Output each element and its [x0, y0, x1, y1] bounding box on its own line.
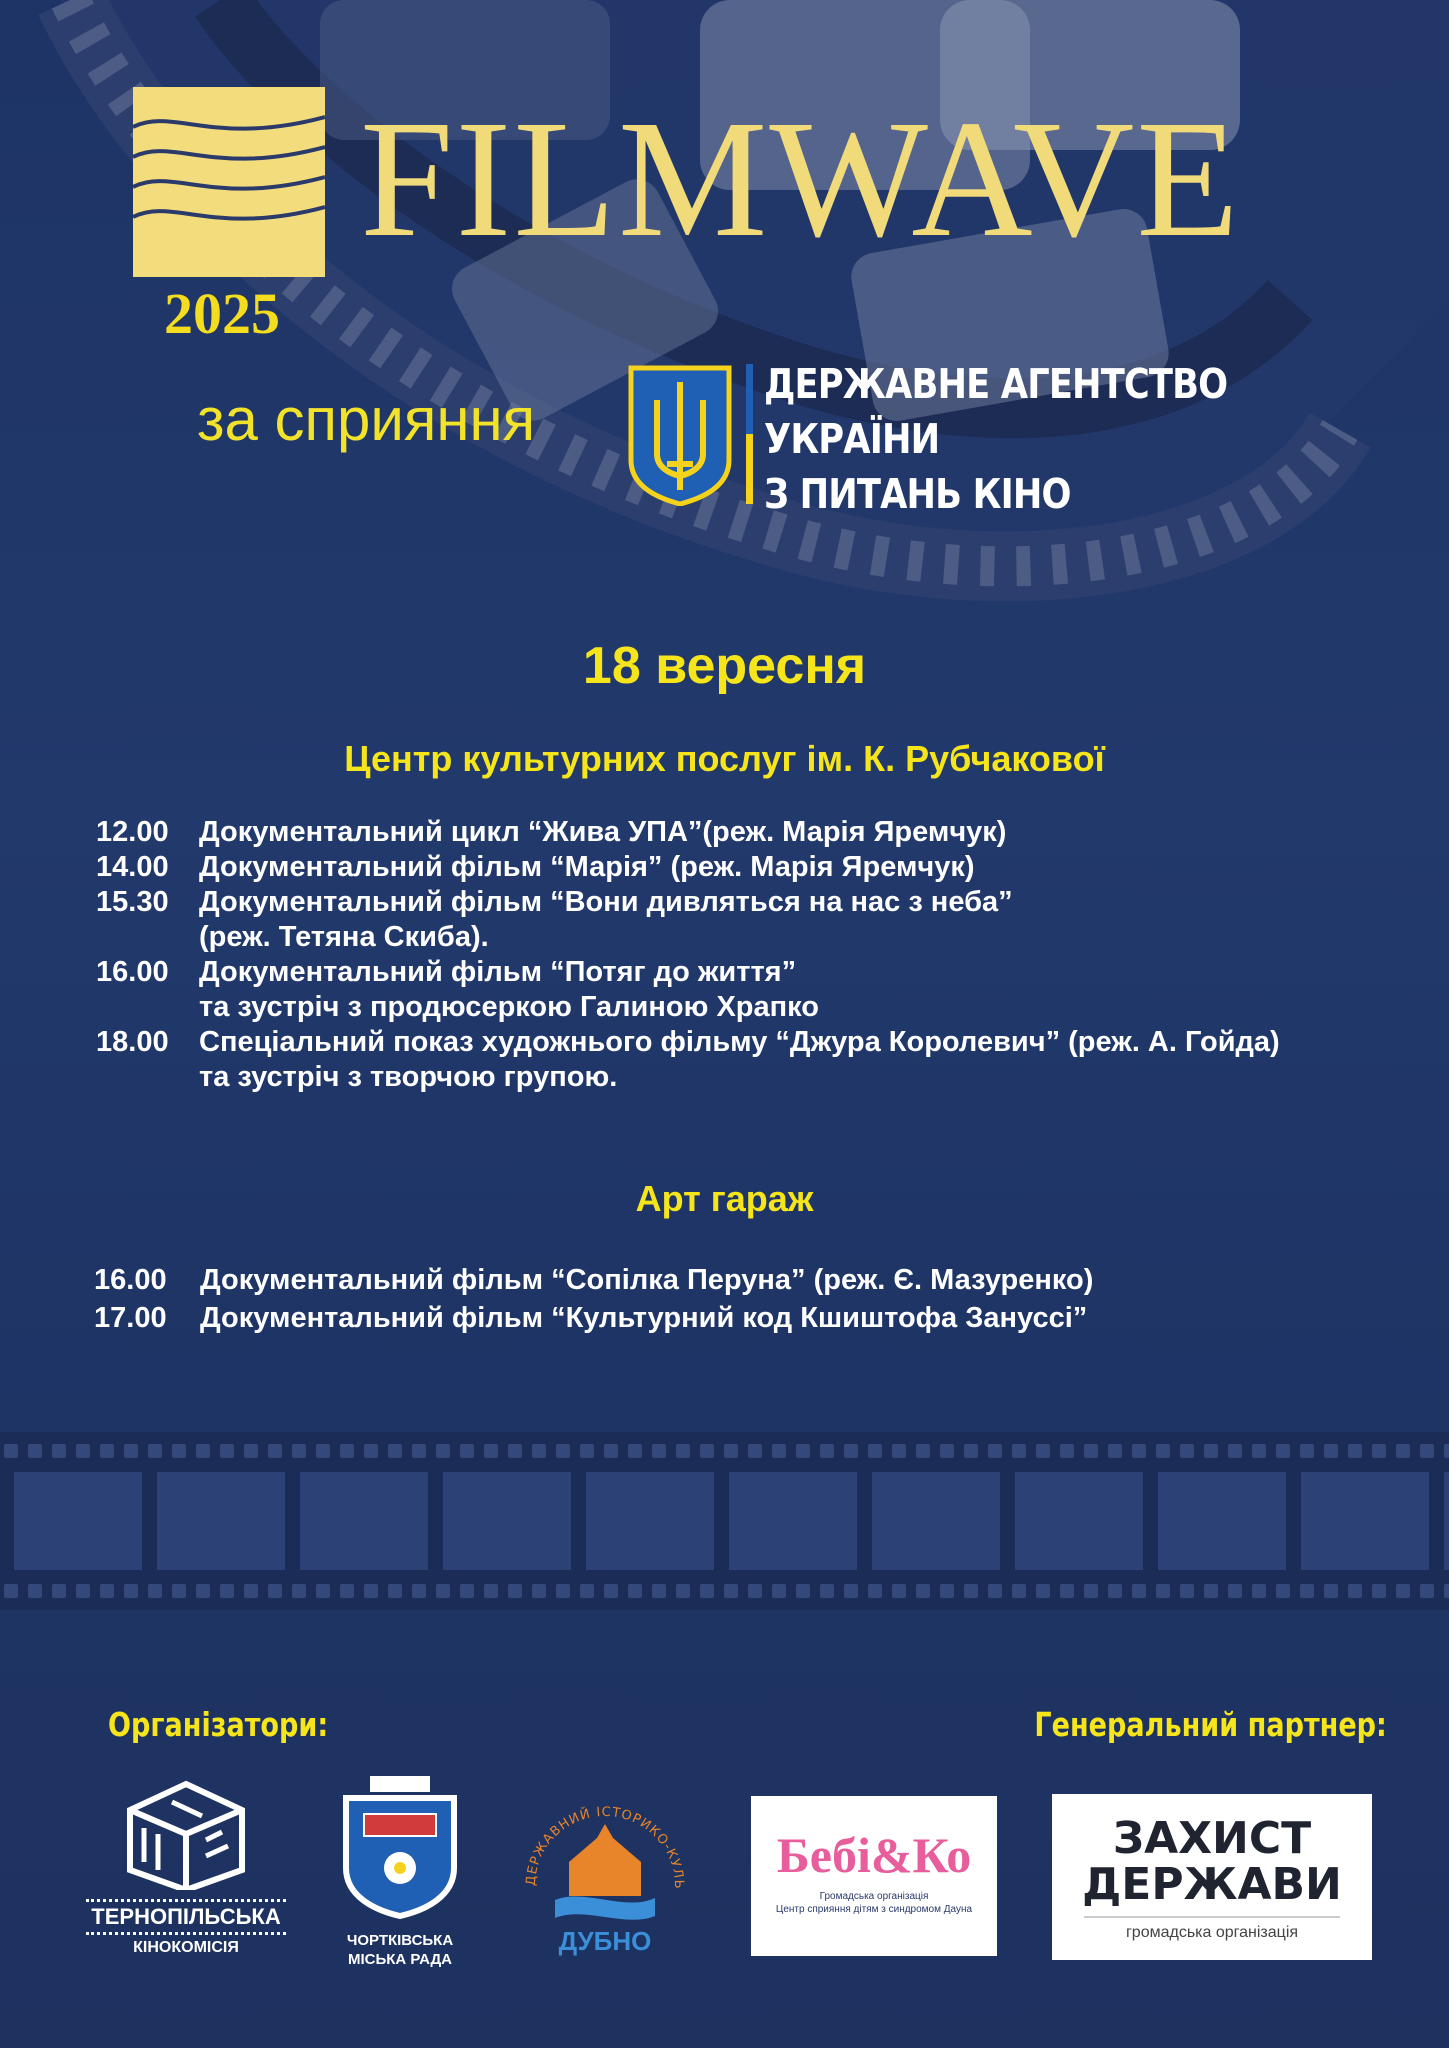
film-perforation	[964, 1584, 978, 1598]
event-date: 18 вересня	[582, 637, 867, 695]
film-perforation	[1300, 1584, 1314, 1598]
venue-title-1: Центр культурних послуг ім. К. Рубчакової	[344, 738, 1105, 779]
film-perforation	[1228, 1444, 1242, 1458]
film-perforation	[316, 1444, 330, 1458]
film-frame	[14, 1472, 142, 1570]
film-perforation	[724, 1584, 738, 1598]
film-perforation	[364, 1584, 378, 1598]
film-perforation	[172, 1444, 186, 1458]
film-perforation	[100, 1444, 114, 1458]
film-perforation	[1444, 1584, 1449, 1598]
event-time: 18.00	[96, 1026, 169, 1058]
partner-label: Генеральний партнер:	[1034, 1705, 1387, 1744]
film-perforation	[196, 1584, 210, 1598]
film-perforation	[1156, 1584, 1170, 1598]
film-perforation	[316, 1584, 330, 1598]
agency-line-1: ДЕРЖАВНЕ АГЕНТСТВО	[764, 360, 1228, 408]
film-strip-decoration	[0, 1432, 1449, 1610]
film-perforation	[1348, 1584, 1362, 1598]
film-perforation	[796, 1584, 810, 1598]
film-perforation	[748, 1584, 762, 1598]
film-frame	[443, 1472, 571, 1570]
film-perforation	[580, 1584, 594, 1598]
film-frame	[872, 1472, 1000, 1570]
film-perforation	[460, 1584, 474, 1598]
film-perforation	[1252, 1584, 1266, 1598]
film-perforation	[700, 1444, 714, 1458]
filmwave-logo-mark	[133, 87, 325, 277]
film-perforation	[1420, 1444, 1434, 1458]
event-title: Документальний фільм “Марія” (реж. Марія Яремчук)	[199, 851, 975, 883]
film-perforation	[124, 1584, 138, 1598]
agency-name	[764, 357, 1227, 522]
event-title-cont: (реж. Тетяна Скиба).	[199, 921, 489, 953]
film-perforation	[772, 1584, 786, 1598]
film-perforation	[436, 1584, 450, 1598]
film-perforation	[1276, 1444, 1290, 1458]
film-perforation	[700, 1584, 714, 1598]
film-perforation	[532, 1444, 546, 1458]
partner-sub: громадська організація	[1084, 1916, 1340, 1942]
ternopil-film-commission-logo	[86, 1780, 286, 1960]
film-perforation	[148, 1584, 162, 1598]
agency-divider	[746, 364, 753, 504]
film-perforation	[76, 1584, 90, 1598]
film-perforation	[4, 1444, 18, 1458]
film-perforation	[892, 1444, 906, 1458]
film-frame	[157, 1472, 285, 1570]
organizer-name: ЧОРТКІВСЬКА	[346, 1932, 454, 1949]
film-perforation	[124, 1444, 138, 1458]
film-perforation	[772, 1444, 786, 1458]
film-frame	[1444, 1472, 1449, 1570]
event-time: 15.30	[96, 886, 169, 918]
film-perforation	[796, 1444, 810, 1458]
film-perforation	[1324, 1444, 1338, 1458]
film-perforation	[220, 1584, 234, 1598]
film-perforation	[988, 1444, 1002, 1458]
film-perforation	[244, 1444, 258, 1458]
schedule-row	[96, 955, 1280, 1025]
film-perforation	[676, 1444, 690, 1458]
event-title: Документальний цикл “Жива УПА”(реж. Марія Яремчук)	[199, 816, 1007, 848]
schedule-row	[96, 885, 1280, 955]
film-perforation	[1396, 1444, 1410, 1458]
film-perforation	[1084, 1444, 1098, 1458]
film-perforation	[940, 1444, 954, 1458]
film-perforation	[628, 1584, 642, 1598]
organizer-name: Бебі&Ко	[776, 1827, 972, 1883]
schedule-row	[96, 850, 1280, 885]
film-perforation	[1180, 1444, 1194, 1458]
event-title: Документальний фільм “Сопілка Перуна” (реж. Є. Мазуренко)	[200, 1264, 1094, 1296]
film-perforation	[580, 1444, 594, 1458]
organizers-label: Організатори:	[108, 1705, 329, 1744]
film-perforation	[1420, 1584, 1434, 1598]
film-perforation	[868, 1444, 882, 1458]
film-perforation	[196, 1444, 210, 1458]
film-perforation	[964, 1444, 978, 1458]
venue-title-2: Арт гараж	[635, 1178, 814, 1219]
film-perforation	[652, 1584, 666, 1598]
film-perforation	[604, 1444, 618, 1458]
film-frame	[1301, 1472, 1429, 1570]
brand-year: 2025	[164, 281, 280, 346]
organizer-sub: Громадська організація	[819, 1891, 929, 1902]
film-perforation	[1252, 1444, 1266, 1458]
film-perforation	[1060, 1584, 1074, 1598]
event-title: Документальний фільм “Вони дивляться на нас з неба”	[199, 886, 1013, 918]
film-perforation	[748, 1444, 762, 1458]
film-perforation	[340, 1444, 354, 1458]
event-title-cont: та зустріч з продюсеркою Галиною Храпко	[199, 991, 819, 1023]
event-time: 12.00	[96, 816, 169, 848]
event-time: 17.00	[94, 1302, 167, 1334]
agency-line-3: З ПИТАНЬ КІНО	[764, 470, 1071, 518]
film-perforation	[508, 1444, 522, 1458]
film-perforation	[940, 1584, 954, 1598]
film-perforation	[1036, 1444, 1050, 1458]
film-perforation	[340, 1584, 354, 1598]
film-perforation	[76, 1444, 90, 1458]
film-perforation	[844, 1584, 858, 1598]
film-perforation	[292, 1444, 306, 1458]
film-perforation	[1156, 1444, 1170, 1458]
cube-maze-icon	[86, 1780, 286, 1890]
film-perforation	[100, 1584, 114, 1598]
film-perforation	[52, 1444, 66, 1458]
organizer-sub: ДУБНО	[558, 1926, 652, 1956]
film-perforation	[1276, 1584, 1290, 1598]
film-perforation	[724, 1444, 738, 1458]
film-perforation	[916, 1584, 930, 1598]
event-title: Документальний фільм “Культурний код Кшиштофа Занусcі”	[200, 1302, 1088, 1334]
film-perforation	[1084, 1584, 1098, 1598]
event-title: Спеціальний показ художнього фільму “Джура Королевич” (реж. А. Гойда)	[199, 1026, 1280, 1058]
reserve-arc-text: ДЕРЖАВНИЙ ІСТОРИКО-КУЛЬ	[523, 1804, 687, 1890]
film-perforation	[1108, 1444, 1122, 1458]
film-frame	[729, 1472, 857, 1570]
film-perforation	[556, 1444, 570, 1458]
partner-name-line-1: ЗАХИСТ	[1112, 1813, 1312, 1864]
agency-line-2: УКРАЇНИ	[764, 415, 940, 463]
film-perforation	[52, 1584, 66, 1598]
film-perforation	[172, 1584, 186, 1598]
support-label: за сприяння	[197, 386, 536, 453]
film-perforation	[1228, 1584, 1242, 1598]
film-perforation	[436, 1444, 450, 1458]
film-perforation	[268, 1584, 282, 1598]
film-perforation	[652, 1444, 666, 1458]
film-perforation	[292, 1584, 306, 1598]
film-perforation	[1204, 1584, 1218, 1598]
film-perforation	[1132, 1584, 1146, 1598]
film-perforation	[244, 1584, 258, 1598]
event-time: 14.00	[96, 851, 169, 883]
film-perforation	[1372, 1444, 1386, 1458]
film-frame	[1158, 1472, 1286, 1570]
film-perforation	[1300, 1444, 1314, 1458]
film-perforation	[1372, 1584, 1386, 1598]
film-perforation	[916, 1444, 930, 1458]
event-time: 16.00	[94, 1264, 167, 1296]
film-perforation	[412, 1584, 426, 1598]
dubno-reserve-logo	[505, 1776, 705, 1976]
film-frame	[1015, 1472, 1143, 1570]
organizer-sub: МІСЬКА РАДА	[347, 1951, 453, 1968]
schedule-row	[94, 1299, 1093, 1337]
film-perforation	[388, 1444, 402, 1458]
film-perforation	[460, 1444, 474, 1458]
film-perforation	[508, 1584, 522, 1598]
film-perforation	[364, 1444, 378, 1458]
schedule-venue-1	[96, 815, 1280, 1095]
film-perforation	[148, 1444, 162, 1458]
event-title-cont: та зустріч з творчою групою.	[199, 1061, 618, 1093]
film-frame	[586, 1472, 714, 1570]
film-perforation	[220, 1444, 234, 1458]
partner-name-line-2: ДЕРЖАВИ	[1082, 1859, 1342, 1910]
film-perforation	[1324, 1584, 1338, 1598]
wave-lines-icon	[133, 87, 325, 277]
event-title: Документальний фільм “Потяг до життя”	[199, 956, 797, 988]
film-perforation	[1012, 1584, 1026, 1598]
film-perforation	[1108, 1584, 1122, 1598]
film-perforation	[1396, 1584, 1410, 1598]
brand-title: FILMWAVE	[360, 86, 1241, 272]
film-perforation	[388, 1584, 402, 1598]
schedule-venue-2	[94, 1261, 1093, 1337]
film-perforation	[484, 1444, 498, 1458]
film-perforation	[604, 1584, 618, 1598]
trident-coat-of-arms-icon	[627, 364, 733, 506]
schedule-row	[96, 1025, 1280, 1095]
film-perforation	[412, 1444, 426, 1458]
film-perforation	[484, 1584, 498, 1598]
organizer-name: ТЕРНОПІЛЬСЬКА	[91, 1904, 281, 1929]
film-perforation	[28, 1444, 42, 1458]
film-perforation	[628, 1444, 642, 1458]
organizer-sub: Центр сприяння дітям з синдромом Дауна	[775, 1904, 973, 1915]
film-perforation	[1180, 1584, 1194, 1598]
film-frame	[300, 1472, 428, 1570]
film-perforation	[556, 1584, 570, 1598]
zakhyst-derzhavy-logo	[1052, 1794, 1372, 1960]
chortkiv-city-council-logo	[330, 1770, 470, 1970]
film-perforation	[1036, 1584, 1050, 1598]
film-perforation	[1348, 1444, 1362, 1458]
film-perforation	[4, 1584, 18, 1598]
film-perforation	[868, 1584, 882, 1598]
event-time: 16.00	[96, 956, 169, 988]
film-perforation	[268, 1444, 282, 1458]
film-perforation	[988, 1584, 1002, 1598]
film-perforation	[676, 1584, 690, 1598]
film-perforation	[820, 1444, 834, 1458]
film-perforation	[1012, 1444, 1026, 1458]
film-perforation	[1444, 1444, 1449, 1458]
schedule-row	[96, 815, 1280, 850]
film-perforation	[844, 1444, 858, 1458]
film-perforation	[1060, 1444, 1074, 1458]
film-perforation	[892, 1584, 906, 1598]
organizer-sub: КІНОКОМІСІЯ	[133, 1939, 239, 1956]
film-perforation	[1132, 1444, 1146, 1458]
city-coat-of-arms-icon	[330, 1770, 470, 1920]
film-perforation	[532, 1584, 546, 1598]
bebi-ko-logo	[751, 1796, 997, 1956]
film-perforation	[1204, 1444, 1218, 1458]
film-perforation	[820, 1584, 834, 1598]
film-perforation	[28, 1584, 42, 1598]
schedule-row	[94, 1261, 1093, 1299]
